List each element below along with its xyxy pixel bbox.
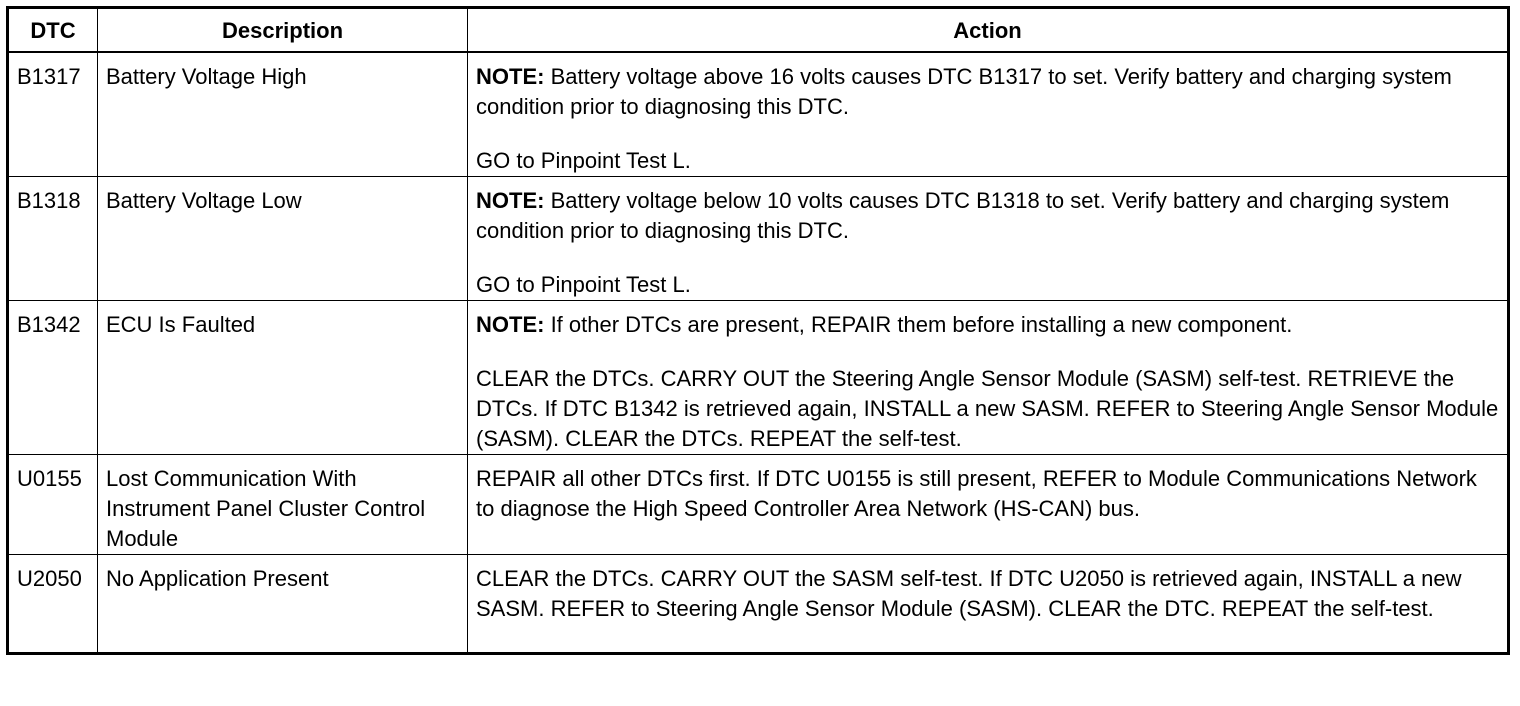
dtc-code: U2050	[8, 554, 98, 653]
dtc-action	[468, 176, 1509, 300]
dtc-description: ECU Is Faulted	[98, 300, 468, 454]
table-row	[8, 554, 1509, 653]
action-text: CLEAR the DTCs. CARRY OUT the SASM self-test. If DTC U2050 is retrieved again, INSTALL a new SASM. REFER to Steering Angle Sensor Module (SASM). CLEAR the DTC. REPEAT the self-test.	[476, 565, 1462, 621]
dtc-description: Lost Communication With Instrument Panel Cluster Control Module	[98, 454, 468, 554]
dtc-code: B1317	[8, 52, 98, 177]
note-text: If other DTCs are present, REPAIR them before installing a new component.	[544, 311, 1293, 337]
table-row	[8, 300, 1509, 454]
dtc-code: B1342	[8, 300, 98, 454]
note-paragraph	[476, 310, 1499, 340]
note-text: Battery voltage below 10 volts causes DTC B1318 to set. Verify battery and charging system condition prior to diagnosing this DTC.	[476, 187, 1450, 243]
header-action: Action	[468, 8, 1509, 52]
action-text: REPAIR all other DTCs first. If DTC U0155 is still present, REFER to Module Communications Network to diagnose the High Speed Controller Area Network (HS-CAN) bus.	[476, 465, 1477, 521]
table-body	[8, 52, 1509, 654]
dtc-description: No Application Present	[98, 554, 468, 653]
note-label: NOTE:	[476, 311, 545, 337]
note-paragraph	[476, 62, 1499, 122]
dtc-code: B1318	[8, 176, 98, 300]
table-row	[8, 176, 1509, 300]
dtc-action	[468, 52, 1509, 177]
note-paragraph	[476, 186, 1499, 246]
dtc-action	[468, 554, 1509, 653]
table-header	[8, 8, 1509, 52]
dtc-code: U0155	[8, 454, 98, 554]
header-dtc: DTC	[8, 8, 98, 52]
action-text: CLEAR the DTCs. CARRY OUT the Steering Angle Sensor Module (SASM) self-test. RETRIEVE the DTCs. If DTC B1342 is retrieved again, INSTALL a new SASM. REFER to Steering Angle Sensor Module (SASM). CLEAR the DTCs. REPEAT the self-test.	[476, 365, 1499, 451]
dtc-action	[468, 454, 1509, 554]
dtc-description: Battery Voltage High	[98, 52, 468, 177]
dtc-table	[6, 6, 1510, 655]
header-description: Description	[98, 8, 468, 52]
note-text: Battery voltage above 16 volts causes DTC B1317 to set. Verify battery and charging system condition prior to diagnosing this DTC.	[476, 63, 1452, 119]
table-row	[8, 52, 1509, 177]
header-row	[8, 8, 1509, 52]
dtc-description: Battery Voltage Low	[98, 176, 468, 300]
action-text: GO to Pinpoint Test L.	[476, 271, 691, 297]
table-row	[8, 454, 1509, 554]
note-label: NOTE:	[476, 187, 545, 213]
note-label: NOTE:	[476, 63, 545, 89]
dtc-action	[468, 300, 1509, 454]
action-text: GO to Pinpoint Test L.	[476, 147, 691, 173]
